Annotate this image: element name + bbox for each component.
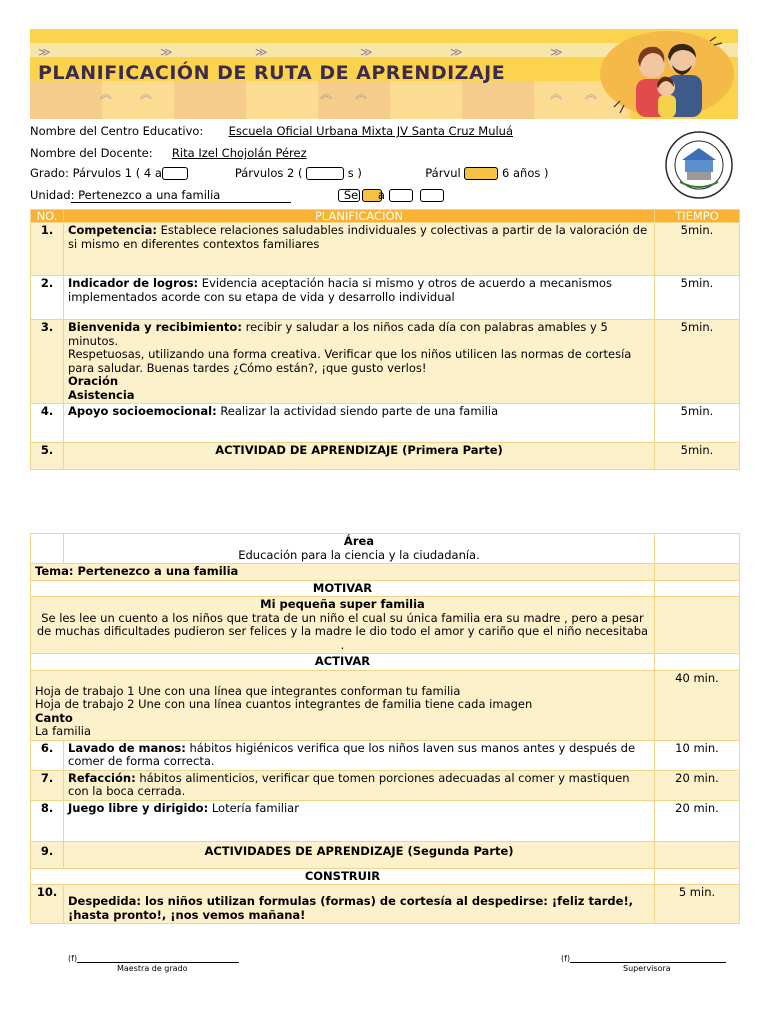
signature-maestra	[68, 954, 239, 963]
activar-row	[31, 654, 740, 671]
row-number: 3.	[31, 320, 64, 404]
cuento-cell	[31, 597, 655, 654]
row-number: 5.	[31, 443, 64, 470]
unidad-label: Unidad	[30, 188, 71, 202]
row-content: Despedida: los niños utilizan formulas (formas) de cortesía al despedirse: ¡feliz tarde!, ¡hasta pronto!, ¡nos vemos mañana!	[64, 885, 655, 924]
row-content: Lavado de manos: hábitos higiénicos verifica que los niños laven sus manos antes y después de comer de forma correcta.	[64, 740, 655, 770]
row-time: 20 min.	[655, 770, 740, 800]
chevron-icon: ︽	[550, 87, 561, 101]
row-time: 5min.	[655, 276, 740, 320]
centro-line	[30, 124, 513, 138]
semana-fragment-1: Se	[343, 188, 359, 202]
unidad-line	[30, 188, 444, 203]
row-time: 5min.	[655, 443, 740, 470]
row-content: Bienvenida y recibimiento: recibir y saludar a los niños cada día con palabras amables y 5 minutos. Respetuosas, utilizando una forma creativa. Verificar que los niños utilicen las normas de cortesía para saludar. Buenas tardes ¿Cómo están?, ¡que gusto verlos! Oración Asistencia	[64, 320, 655, 404]
docente-line	[30, 146, 307, 160]
row-time: 20 min.	[655, 800, 740, 841]
seal-icon	[660, 130, 738, 200]
table-row	[31, 800, 740, 841]
signature-prefix: (f)	[68, 954, 78, 963]
hoja-1: Hoja de trabajo 1 Une con una línea que integrantes conforman tu familia	[35, 683, 461, 698]
row-time: 5 min.	[655, 885, 740, 924]
parvulos1-label: Párvulos 1 ( 4 a	[72, 166, 162, 180]
table-row	[31, 320, 740, 404]
docente-label: Nombre del Docente:	[30, 146, 153, 160]
row-number: 7.	[31, 770, 64, 800]
row-time: 5min.	[655, 404, 740, 443]
semana-checkbox-3[interactable]	[389, 189, 413, 202]
row-time	[655, 841, 740, 868]
actividades-table	[30, 533, 740, 924]
header-no: NO.	[31, 210, 64, 223]
parvulos3-end: 6 años )	[502, 166, 549, 180]
header-tiempo: TIEMPO	[655, 210, 740, 223]
grado-label: Grado:	[30, 166, 69, 180]
table-row	[31, 740, 740, 770]
construir-row	[31, 868, 740, 885]
table-row	[31, 841, 740, 868]
row-number: 9.	[31, 841, 64, 868]
area-row	[31, 534, 740, 564]
parvulos3-label: Párvul	[425, 166, 461, 180]
row-content: ACTIVIDADES DE APRENDIZAJE (Segunda Parte)	[64, 841, 655, 868]
signature-supervisora-label: Supervisora	[623, 964, 671, 973]
chevron-icon: ︽	[585, 87, 596, 101]
table-row	[31, 223, 740, 276]
row-time: 40 min.	[655, 670, 740, 740]
hoja-2: Hoja de trabajo 2 Une con una línea cuantos integrantes de familia tiene cada imagen	[35, 697, 533, 711]
cuento-title: Mi pequeña super familia	[260, 597, 425, 611]
row-number: 1.	[31, 223, 64, 276]
row-time: 10 min.	[655, 740, 740, 770]
planificacion-table	[30, 209, 740, 470]
chevron-icon: ≫	[255, 45, 266, 59]
activar-heading: ACTIVAR	[31, 654, 655, 671]
construir-heading: CONSTRUIR	[31, 868, 655, 885]
table-row	[31, 885, 740, 924]
chevron-icon: ≫	[450, 45, 461, 59]
row-time: 5min.	[655, 320, 740, 404]
semana-fragment-2: a	[377, 188, 385, 202]
row-content: Competencia: Establece relaciones saludables individuales y colectivas a partir de la valoración de si mismo en diferentes contextos familiares	[64, 223, 655, 276]
row-content: ACTIVIDAD DE APRENDIZAJE (Primera Parte)	[64, 443, 655, 470]
cuento-text: Se les lee un cuento a los niños que trata de un niño el cual su única familia era su madre , pero a pesar de muchas dificultades pudieron ser felices y la madre le dio todo el amor y cariño que el niño necesitaba .	[36, 610, 649, 652]
family-illustration	[600, 31, 734, 117]
signature-supervisora	[561, 954, 726, 963]
tema-row	[31, 564, 740, 581]
docente-value: Rita Izel Chojolán Pérez	[171, 146, 307, 160]
area-label: Área	[343, 534, 375, 548]
centro-label: Nombre del Centro Educativo:	[30, 124, 204, 138]
header-planificacion: PLANIFICACIÓN	[64, 210, 655, 223]
family-icon	[600, 31, 734, 117]
area-value: Educación para la ciencia y la ciudadanía.	[238, 547, 480, 562]
chevron-icon: ≫	[550, 45, 561, 59]
chevron-icon: ︽	[355, 87, 366, 101]
chevron-icon: ≫	[360, 45, 371, 59]
row-content: Refacción: hábitos alimenticios, verificar que tomen porciones adecuadas al comer y mastiquen con la boca cerrada.	[64, 770, 655, 800]
centro-value: Escuela Oficial Urbana Mixta JV Santa Cruz Muluá	[228, 124, 514, 138]
row-number: 8.	[31, 800, 64, 841]
canto-value: La familia	[35, 724, 92, 738]
row-number: 10.	[31, 885, 64, 924]
chevron-icon: ︽	[140, 87, 151, 101]
parvulos2-checkbox[interactable]	[306, 167, 344, 180]
tema-cell: Tema: Pertenezco a una familia	[31, 564, 655, 581]
parvulos3-checkbox[interactable]	[464, 167, 498, 180]
chevron-icon: ≫	[160, 45, 171, 59]
parvulos2-end: s )	[347, 166, 362, 180]
row-content: Juego libre y dirigido: Lotería familiar	[64, 800, 655, 841]
school-seal	[660, 130, 738, 200]
parvulos2-label: Párvulos 2 (	[234, 166, 303, 180]
motivar-heading: MOTIVAR	[31, 580, 655, 597]
header-banner	[30, 29, 738, 119]
table-row	[31, 770, 740, 800]
signature-prefix: (f)	[561, 954, 571, 963]
table-header-row	[31, 210, 740, 223]
table-row	[31, 443, 740, 470]
row-number: 2.	[31, 276, 64, 320]
motivar-row	[31, 580, 740, 597]
parvulos1-checkbox[interactable]	[162, 167, 188, 180]
semana-checkbox-4[interactable]	[420, 189, 444, 202]
chevron-icon: ≫	[38, 45, 49, 59]
row-content: Apoyo socioemocional: Realizar la actividad siendo parte de una familia	[64, 404, 655, 443]
row-content: Indicador de logros: Evidencia aceptación hacia si mismo y otros de acuerdo a mecanismos implementados acorde con su etapa de vida y desarrollo individual	[64, 276, 655, 320]
table-row	[31, 404, 740, 443]
page-title: PLANIFICACIÓN DE RUTA DE APRENDIZAJE	[38, 62, 506, 84]
hojas-cell	[31, 670, 655, 740]
table-row	[31, 276, 740, 320]
row-time: 5min.	[655, 223, 740, 276]
row-number: 4.	[31, 404, 64, 443]
row-number: 6.	[31, 740, 64, 770]
cuento-row	[31, 597, 740, 654]
signature-maestra-label: Maestra de grado	[117, 964, 188, 973]
chevron-icon: ︽	[100, 87, 111, 101]
chevron-icon: ︽	[320, 87, 331, 101]
canto-label: Canto	[35, 710, 73, 725]
grado-line	[30, 166, 549, 180]
area-cell	[64, 534, 655, 564]
hojas-row	[31, 670, 740, 740]
unidad-value: : Pertenezco a una familia	[71, 188, 291, 203]
